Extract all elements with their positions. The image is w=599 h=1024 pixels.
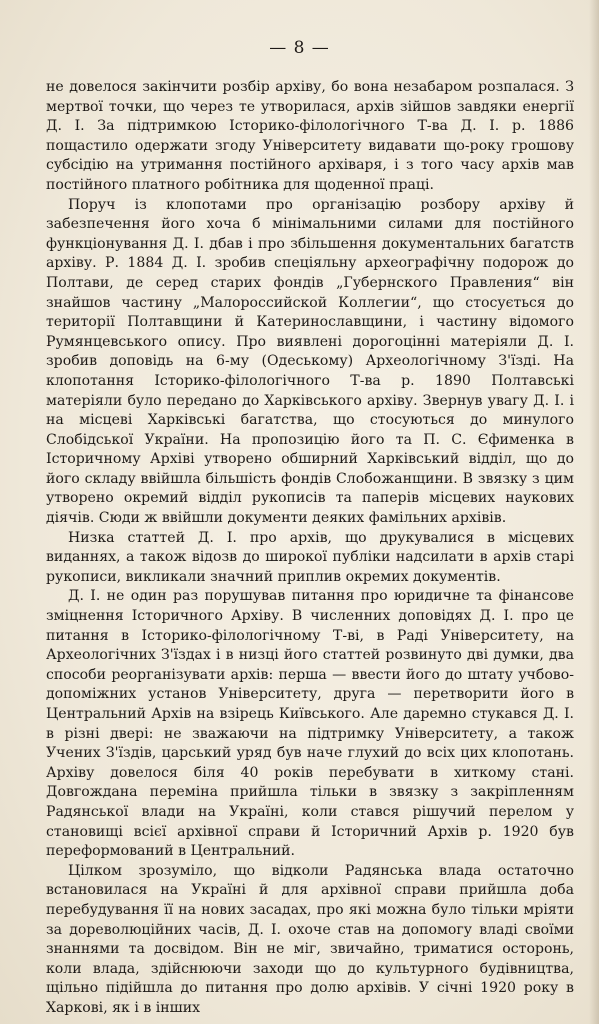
page-edge-shadow [589,0,599,1024]
paragraph-5: Цілком зрозуміло, що відколи Радянська влада остаточно встановилася на Україні й для архівної справи прийшла доба перебудування її на нових засадах, про які можна було тільки мріяти за дореволюційних часів, Д. І. охоче став на допомогу владі своїми знаннями та досвідом. Він не міг, звичайно, триматися осторонь, коли влада, здійснюючи заходи що до культурного будівництва, щільно підійшла до питання про долю архівів. У січні 1920 року в Харкові, як і в інших [46,862,574,1016]
paragraph-3: Низка статтей Д. І. про архів, що друкувалися в місцевих виданнях, а також відозв до широкої публіки надсилати в архів старі рукописи, викликали значний приплив окремих документів. [46,529,574,585]
paragraph-2: Поруч із клопотами про організацію розбору архіву й забезпечення його хоча б мінімальними силами для постійного функціонування Д. І. дбав і про збільшення документальних багатств архіву. Р. 1884 Д. І. зробив спеціяльну археографічну подорож до Полтави, де серед старих фондів „Губернского Правления“ він знайшов частину „Малороссийской Коллегии“, що стосується до території Полтавщини й Катеринославщини, і частину відомого Румянцевського опису. Про виявлені дорогоцінні матеріяли Д. І. зробив доповідь на 6-му (Одеському) Археологічному З'їзді. На клопотання Історико-філологічного Т-ва р. 1890 Полтавські матеріяли було передано до Харківського архіву. Звернув увагу Д. І. і на місцеві Харківські багатства, що стосуються до минулого Слобідської України. На пропозицію його та П. С. Єфименка в Історичному Архіві утворено обширний Харківський відділ, що до його складу ввійшла більшість фондів Слобожанщини. В звязку з цим утворено окремий відділ рукописів та паперів місцевих наукових діячів. Сюди ж ввійшли документи деяких фамільних архівів. [46,196,574,527]
page-number: — 8 — [269,38,330,58]
body-text [46,78,574,1019]
paragraph-4: Д. І. не один раз порушував питання про юридичне та фінансове зміцнення Історичного Архіву. В численних доповідях Д. І. про це питання в Історико-філологічному Т-ві, в Раді Університету, на Археологічних З'їздах і в низці його статтей розвинуто дві думки, два способи реорганізувати архів: перша — ввести його до штату учбово-допоміжних установ Університету, друга — перетворити його в Центральний Архів на взірець Київського. Але даремно стукався Д. І. в різні двері: не зважаючи на підтримку Університету, а також Учених З'їздів, царський уряд був наче глухий до всіх цих клопотань. Архіву довелося біля 40 років перебувати в хиткому стані. Довгождана переміна прийшла тільки в звязку з закріпленням Радянської влади на Україні, коли стався рішучий перелом у становищі всієї архівної справи й Історичний Архів р. 1920 був переформований в Центральний. [46,588,574,860]
paragraph-1: не довелося закінчити розбір архіву, бо вона незабаром розпалася. З мертвої точки, що через те утворилася, архів зійшов завдяки енергії Д. І. За підтримкою Історико-філологічного Т-ва Д. І. р. 1886 пощастило одержати згоду Університету видавати що-року грошову субсідію на утримання постійного архіваря, і з того часу архів мав постійного платного робітника для щоденної праці. [46,79,574,193]
